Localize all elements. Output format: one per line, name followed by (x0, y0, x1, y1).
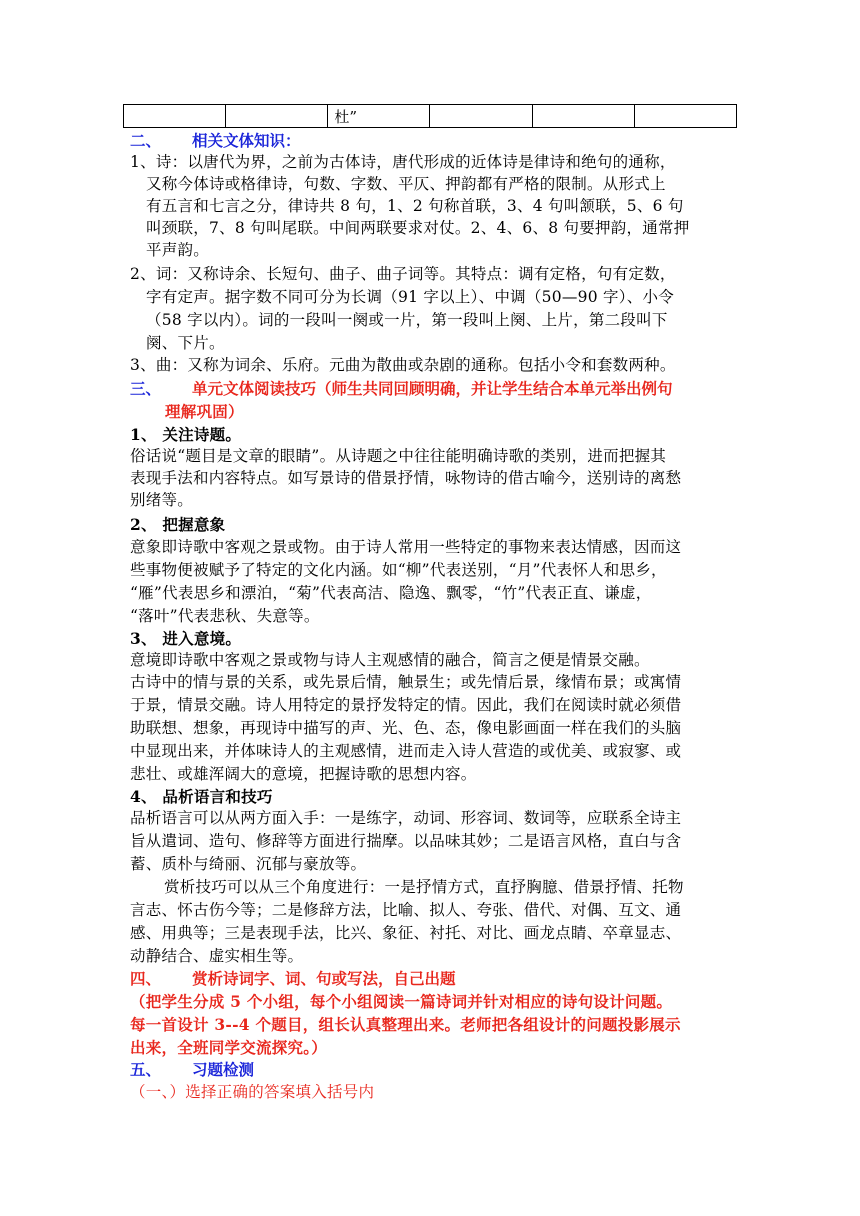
table-cell (430, 105, 532, 128)
body-line: 旨从遣词、造句、修辞等方面进行揣摩。以品味其妙；二是语言风格，直白与含 (130, 832, 682, 850)
body-line: 又称今体诗或格律诗，句数、字数、平仄、押韵都有严格的限制。从形式上 (146, 175, 666, 193)
table-cell (634, 105, 736, 128)
section-heading-2: 二、 相关文体知识： (130, 131, 301, 150)
body-line: 于景，情景交融。诗人用特定的景抒发特定的情。因此，我们在阅读时就必须借 (130, 696, 682, 714)
body-line: 有五言和七言之分，律诗共 8 句，1、2 句称首联，3、4 句叫颔联，5、6 句 (146, 197, 684, 215)
instruction-line: 出来，全班同学交流探究。） (130, 1038, 328, 1057)
point-heading: 3、 进入意境。 (130, 629, 242, 648)
body-line: 2、词：又称诗余、长短句、曲子、曲子词等。其特点：调有定格，句有定数， (130, 265, 676, 283)
table-row (124, 105, 737, 128)
body-line: 助联想、想象，再现诗中描写的声、光、色、态，像电影画面一样在我们的头脑 (130, 719, 682, 737)
table-cell: 杜” (328, 105, 430, 128)
table-cell (226, 105, 328, 128)
body-line: 字有定声。据字数不同可分为长调（91 字以上）、中调（50—90 字）、小令 (146, 288, 675, 306)
body-line: 感、用典等；三是表现手法，比兴、象征、衬托、对比、画龙点睛、卒章显志、 (130, 924, 682, 942)
subsection-heading: （一、）选择正确的答案填入括号内 (130, 1083, 375, 1101)
body-line: 3、曲：又称为词余、乐府。元曲为散曲或杂剧的通称。包括小令和套数两种。 (130, 356, 676, 374)
body-line: 动静结合、虚实相生等。 (130, 947, 304, 965)
body-line: “落叶”代表悲秋、失意等。 (130, 607, 320, 625)
body-line: 意象即诗歌中客观之景或物。由于诗人常用一些特定的事物来表达情感，因而这 (130, 538, 682, 556)
body-line: 阕、下片。 (146, 334, 225, 352)
point-heading: 1、 关注诗题。 (130, 425, 242, 444)
point-heading: 4、 品析语言和技巧 (130, 787, 273, 806)
table-cell (124, 105, 226, 128)
table-fragment (123, 104, 737, 128)
section-heading-3-cont: 理解巩固） (165, 402, 244, 421)
body-line: 平声韵。 (146, 241, 210, 259)
table-cell (532, 105, 634, 128)
body-line: 别绪等。 (130, 491, 194, 509)
body-line: 悲壮、或雄浑阔大的意境，把握诗歌的思想内容。 (130, 765, 477, 783)
body-line: 古诗中的情与景的关系，或先景后情，触景生；或先情后景，缘情布景；或寓情 (130, 673, 682, 691)
point-heading: 2、 把握意象 (130, 515, 226, 534)
body-line: 俗话说“题目是文章的眼睛”。从诗题之中往往能明确诗歌的类别，进而把握其 (130, 447, 667, 465)
body-line: 些事物便被赋予了特定的文化内涵。如“柳”代表送别，“月”代表怀人和思乡， (130, 561, 667, 579)
instruction-line: 每一首设计 3--4 个题目，组长认真整理出来。老师把各组设计的问题投影展示 (130, 1015, 681, 1034)
body-line: 意境即诗歌中客观之景或物与诗人主观感情的融合，简言之便是情景交融。 (130, 651, 650, 669)
section-heading-3: 三、 单元文体阅读技巧（师生共同回顾明确，并让学生结合本单元举出例句 (130, 379, 673, 398)
body-line: （58 字以内）。词的一段叫一阕或一片，第一段叫上阕、上片，第二段叫下 (146, 311, 668, 329)
body-line: 叫颈联，7、8 句叫尾联。中间两联要求对仗。2、4、6、8 句要押韵，通常押 (146, 219, 690, 237)
body-line: 1、诗：以唐代为界，之前为古体诗，唐代形成的近体诗是律诗和绝句的通称， (130, 153, 676, 171)
section-heading-4: 四、 赏析诗词字、词、句或写法，自己出题 (130, 969, 456, 988)
body-line: 品析语言可以从两方面入手：一是练字，动词、形容词、数词等，应联系全诗主 (130, 809, 682, 827)
instruction-line: （把学生分成 5 个小组，每个小组阅读一篇诗词并针对相应的诗句设计问题。 (130, 992, 673, 1011)
section-heading-5: 五、 习题检测 (130, 1060, 255, 1079)
body-line: 言志、怀古伤今等；二是修辞方法，比喻、拟人、夸张、借代、对偶、互文、通 (130, 901, 682, 919)
body-line: 蓄、质朴与绮丽、沉郁与豪放等。 (130, 855, 367, 873)
body-line: 中显现出来，并体味诗人的主观感情，进而走入诗人营造的或优美、或寂寥、或 (130, 742, 682, 760)
body-line: 赏析技巧可以从三个角度进行：一是抒情方式，直抒胸臆、借景抒情、托物 (164, 878, 684, 896)
body-line: “雁”代表思乡和漂泊，“菊”代表高洁、隐逸、飘零，“竹”代表正直、谦虚， (130, 584, 652, 602)
body-line: 表现手法和内容特点。如写景诗的借景抒情，咏物诗的借古喻今，送别诗的离愁 (130, 469, 682, 487)
